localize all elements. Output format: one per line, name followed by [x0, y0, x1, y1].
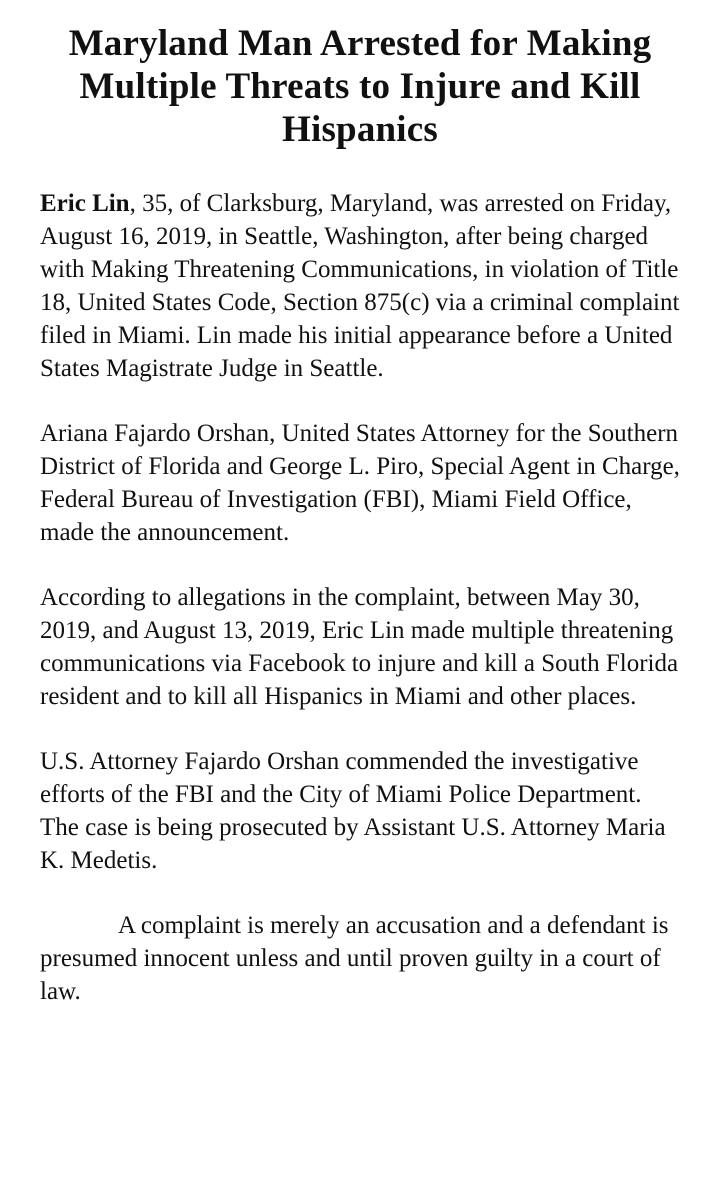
page-title: Maryland Man Arrested for Making Multiple Threats to Injure and Kill Hispanics — [68, 23, 652, 150]
paragraph-arrest-text: , 35, of Clarksburg, Maryland, was arrested on Friday, August 16, 2019, in Seattle, Washington, after being charged with Making Threatening Communications, in violation of Title 18, United States Code, Section 875(c) via a criminal complaint filed in Miami. Lin made his initial appearance before a United States Magistrate Judge in Seattle. — [40, 190, 680, 382]
paragraph-announcement: Ariana Fajardo Orshan, United States Attorney for the Southern District of Florida and George L. Piro, Special Agent in Charge, Federal Bureau of Investigation (FBI), Miami Field Office, made the announcement. — [40, 420, 680, 546]
paragraph-prosecution: U.S. Attorney Fajardo Orshan commended the investigative efforts of the FBI and the City of Miami Police Department. The case is being prosecuted by Assistant U.S. Attorney Maria K. Medetis. — [40, 748, 666, 874]
paragraph-allegations: According to allegations in the complaint, between May 30, 2019, and August 13, 2019, Eric Lin made multiple threatening communications via Facebook to injure and kill a South Florida resident and to kill all Hispanics in Miami and other places. — [40, 584, 679, 710]
defendant-name: Eric Lin — [40, 190, 130, 217]
paragraph-arrest — [40, 187, 680, 385]
paragraph-disclaimer: A complaint is merely an accusation and a defendant is presumed innocent unless and until proven guilty in a court of law. — [40, 912, 669, 1005]
